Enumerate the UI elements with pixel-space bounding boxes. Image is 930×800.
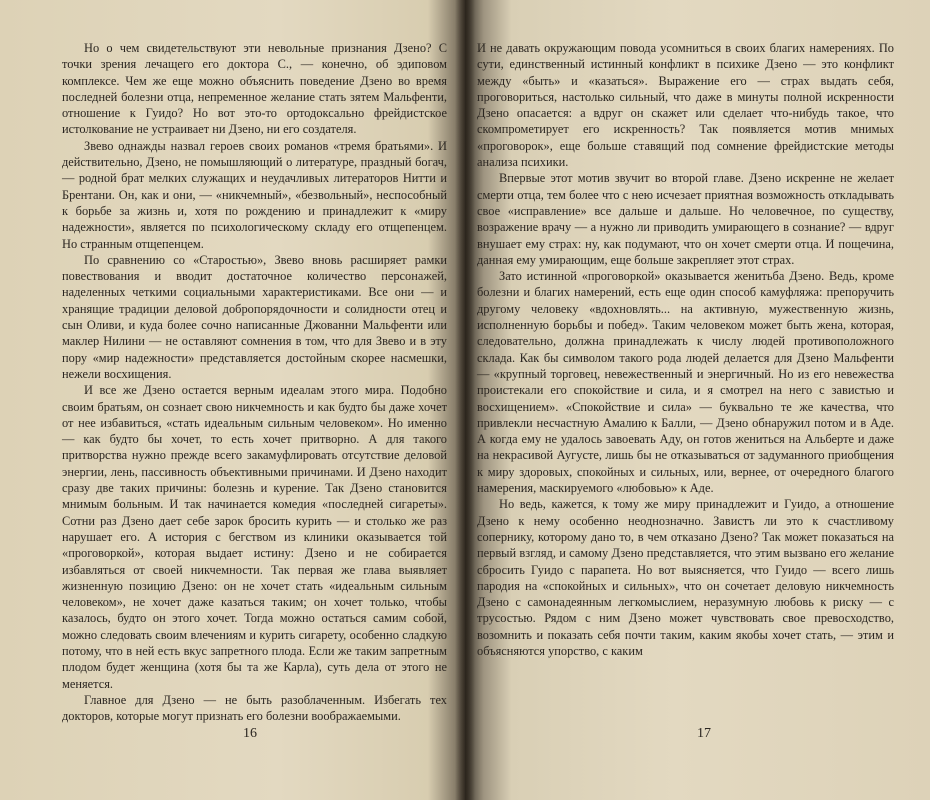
page-number: 16	[243, 726, 257, 741]
paragraph: Но ведь, кажется, к тому же миру принадлежит и Гуидо, а отношение Дзено к нему особенно неоднозначно. Завистъ ли это к счастливому сопернику, которому дано то, в чем отказано Дзено? Так может показаться на первый взгляд, и самому Дзено представляется, что этим вызвано его желание сбросить Гуидо с парапета. Но вот выясняется, что Гуидо — всего лишь пародия на «спокойных и сильных», что он сочетает деловую никчемность Дзено с самонадеянным легкомыслием, неразумную любовь к риску — с трусостью. Рядом с ним Дзено может чувствовать свое превосходство, возомнить и показать себя почти таким, каким якобы хочет стать, — этим и объясняются упорство, с каким	[477, 497, 894, 658]
paragraph: И все же Дзено остается верным идеалам этого мира. Подобно своим братьям, он сознает свою никчемность и как будто бы даже хочет от нее избавиться, «стать идеальным сильным человеком». Но именно — как будто бы хочет, то есть хочет притворно. А для такого притворства нужно прежде всего закамуфлировать отсутствие деловой энергии, лень, пассивность объективными причинами. И Дзено находит сразу две таких причины: болезнь и курение. Так Дзено становится мнимым больным. И так начинается комедия «последней сигареты». Сотни раз Дзено дает себе зарок бросить курить — и столько же раз нарушает его. А история с бегством из клиники оказывается той «проговоркой», которая выдает истину: Дзено и не собирается избавляться от своей никчемности. Так первая же глава выявляет жизненную позицию Дзено: он не хочет стать «идеальным сильным человеком», не хочет даже казаться таким; он хочет только, чтобы казалось, будто он этого хочет. Тогда можно остаться самим собой, можно следовать своим влечениям и курить сигарету, особенно сладкую потому, что в ней есть вкус запретного плода. Если же таким запретным плодом будет женщина (хотя бы та же Карла), суть дела от этого не меняется.	[62, 383, 447, 691]
paragraph: Главное для Дзено — не быть разоблаченным. Избегать тех докторов, которые могут признать его болезни воображаемыми.	[62, 692, 447, 724]
paragraph: Но о чем свидетельствуют эти невольные признания Дзено? С точки зрения лечащего его доктора С., — конечно, об эдиповом комплексе. Чем же еще можно объяснить поведение Дзено во время последней болезни отца, непременное желание стать зятем Мальфенти, отношение к Гуидо? Но вот это-то ортодоксально фрейдистское истолкование не устраивает ни Дзено, ни его создателя.	[62, 41, 447, 137]
paragraph: Зато истинной «проговоркой» оказывается женитьба Дзено. Ведь, кроме болезни и благих намерений, есть еще один способ камуфляжа: препоручить другому человеку «вдохновлять... на активную, мужественную жизнь, исполненную борьбы и побед». Таким человеком может быть жена, которая, следовательно, должна принадлежать к числу людей противоположного склада. Как бы символом такого рода людей делается для Дзено Мальфенти — «крупный торговец, невежественный и энергичный. Но из его невежества проистекали его спокойствие и сила, и я смотрел на него с завистью и восхищением». «Спокойствие и сила» — буквально те же качества, что привлекли несчастную Амалию к Балли, — Дзено обнаружил потом и в Аде. А когда ему не удалось завоевать Аду, он готов жениться на Альберте и даже на некрасивой Аугусте, лишь бы не отказываться от задуманного приобщения к миру здоровых, спокойных и сильных, или, вернее, от очередного благого намерения, маскируемого «любовью» к Аде.	[477, 269, 894, 496]
paragraph: Звево однажды назвал героев своих романов «тремя братьями». И действительно, Дзено, не помышляющий о литературе, праздный богач, — родной брат мелких служащих и неудачливых литераторов Нитти и Брентани. Он, как и они, — «никчемный», «безвольный», неспособный к борьбе за жизнь и, хотя по рождению и принадлежит к «миру надежности», является по психологическому складу его отщепенцем. Но странным отщепенцем.	[62, 138, 447, 251]
right-page	[465, 0, 930, 800]
page-number: 17	[697, 726, 711, 741]
right-page-text	[477, 40, 894, 659]
paragraph: Впервые этот мотив звучит во второй главе. Дзено искренне не желает смерти отца, тем более что с нею исчезает приятная возможность откладывать свое «исправление» все дальше и дальше. Но человечное, по существу, возражение врачу — а нужно ли приводить умирающего в сознание? — вдруг внушает ему страх: ну, как подумают, что он хочет смерти отца. И пощечина, данная ему умирающим, еще больше закрепляет этот страх.	[477, 171, 894, 267]
paragraph: По сравнению со «Старостью», Звево вновь расширяет рамки повествования и вводит достаточное количество персонажей, наделенных четкими социальными характеристиками. Все они — и хранящие традиции деловой добропорядочности и солидности отец и сын Оливи, и куда более сочно написанные Джованни Мальфенти или маклер Нилини — не оставляют сомнения в том, что для Звево и в эту пору «мир надежности» представляется достойным скорее насмешки, нежели восхищения.	[62, 252, 447, 381]
paragraph: И не давать окружающим повода усомниться в своих благих намерениях. По сути, единственный истинный конфликт в психике Дзено — это конфликт между «быть» и «казаться». Выражение его — страх выдать себя, проговориться, настолько сильный, что даже в минуты полной искренности Дзено опасается: а вдруг он скажет или сделает что-нибудь такое, что скомпрометирует его искренность? Так появляется мотив мнимых «проговорок», еще больше ставящий под сомнение фрейдистские методы анализа психики.	[477, 41, 894, 170]
left-page-text	[62, 40, 447, 724]
